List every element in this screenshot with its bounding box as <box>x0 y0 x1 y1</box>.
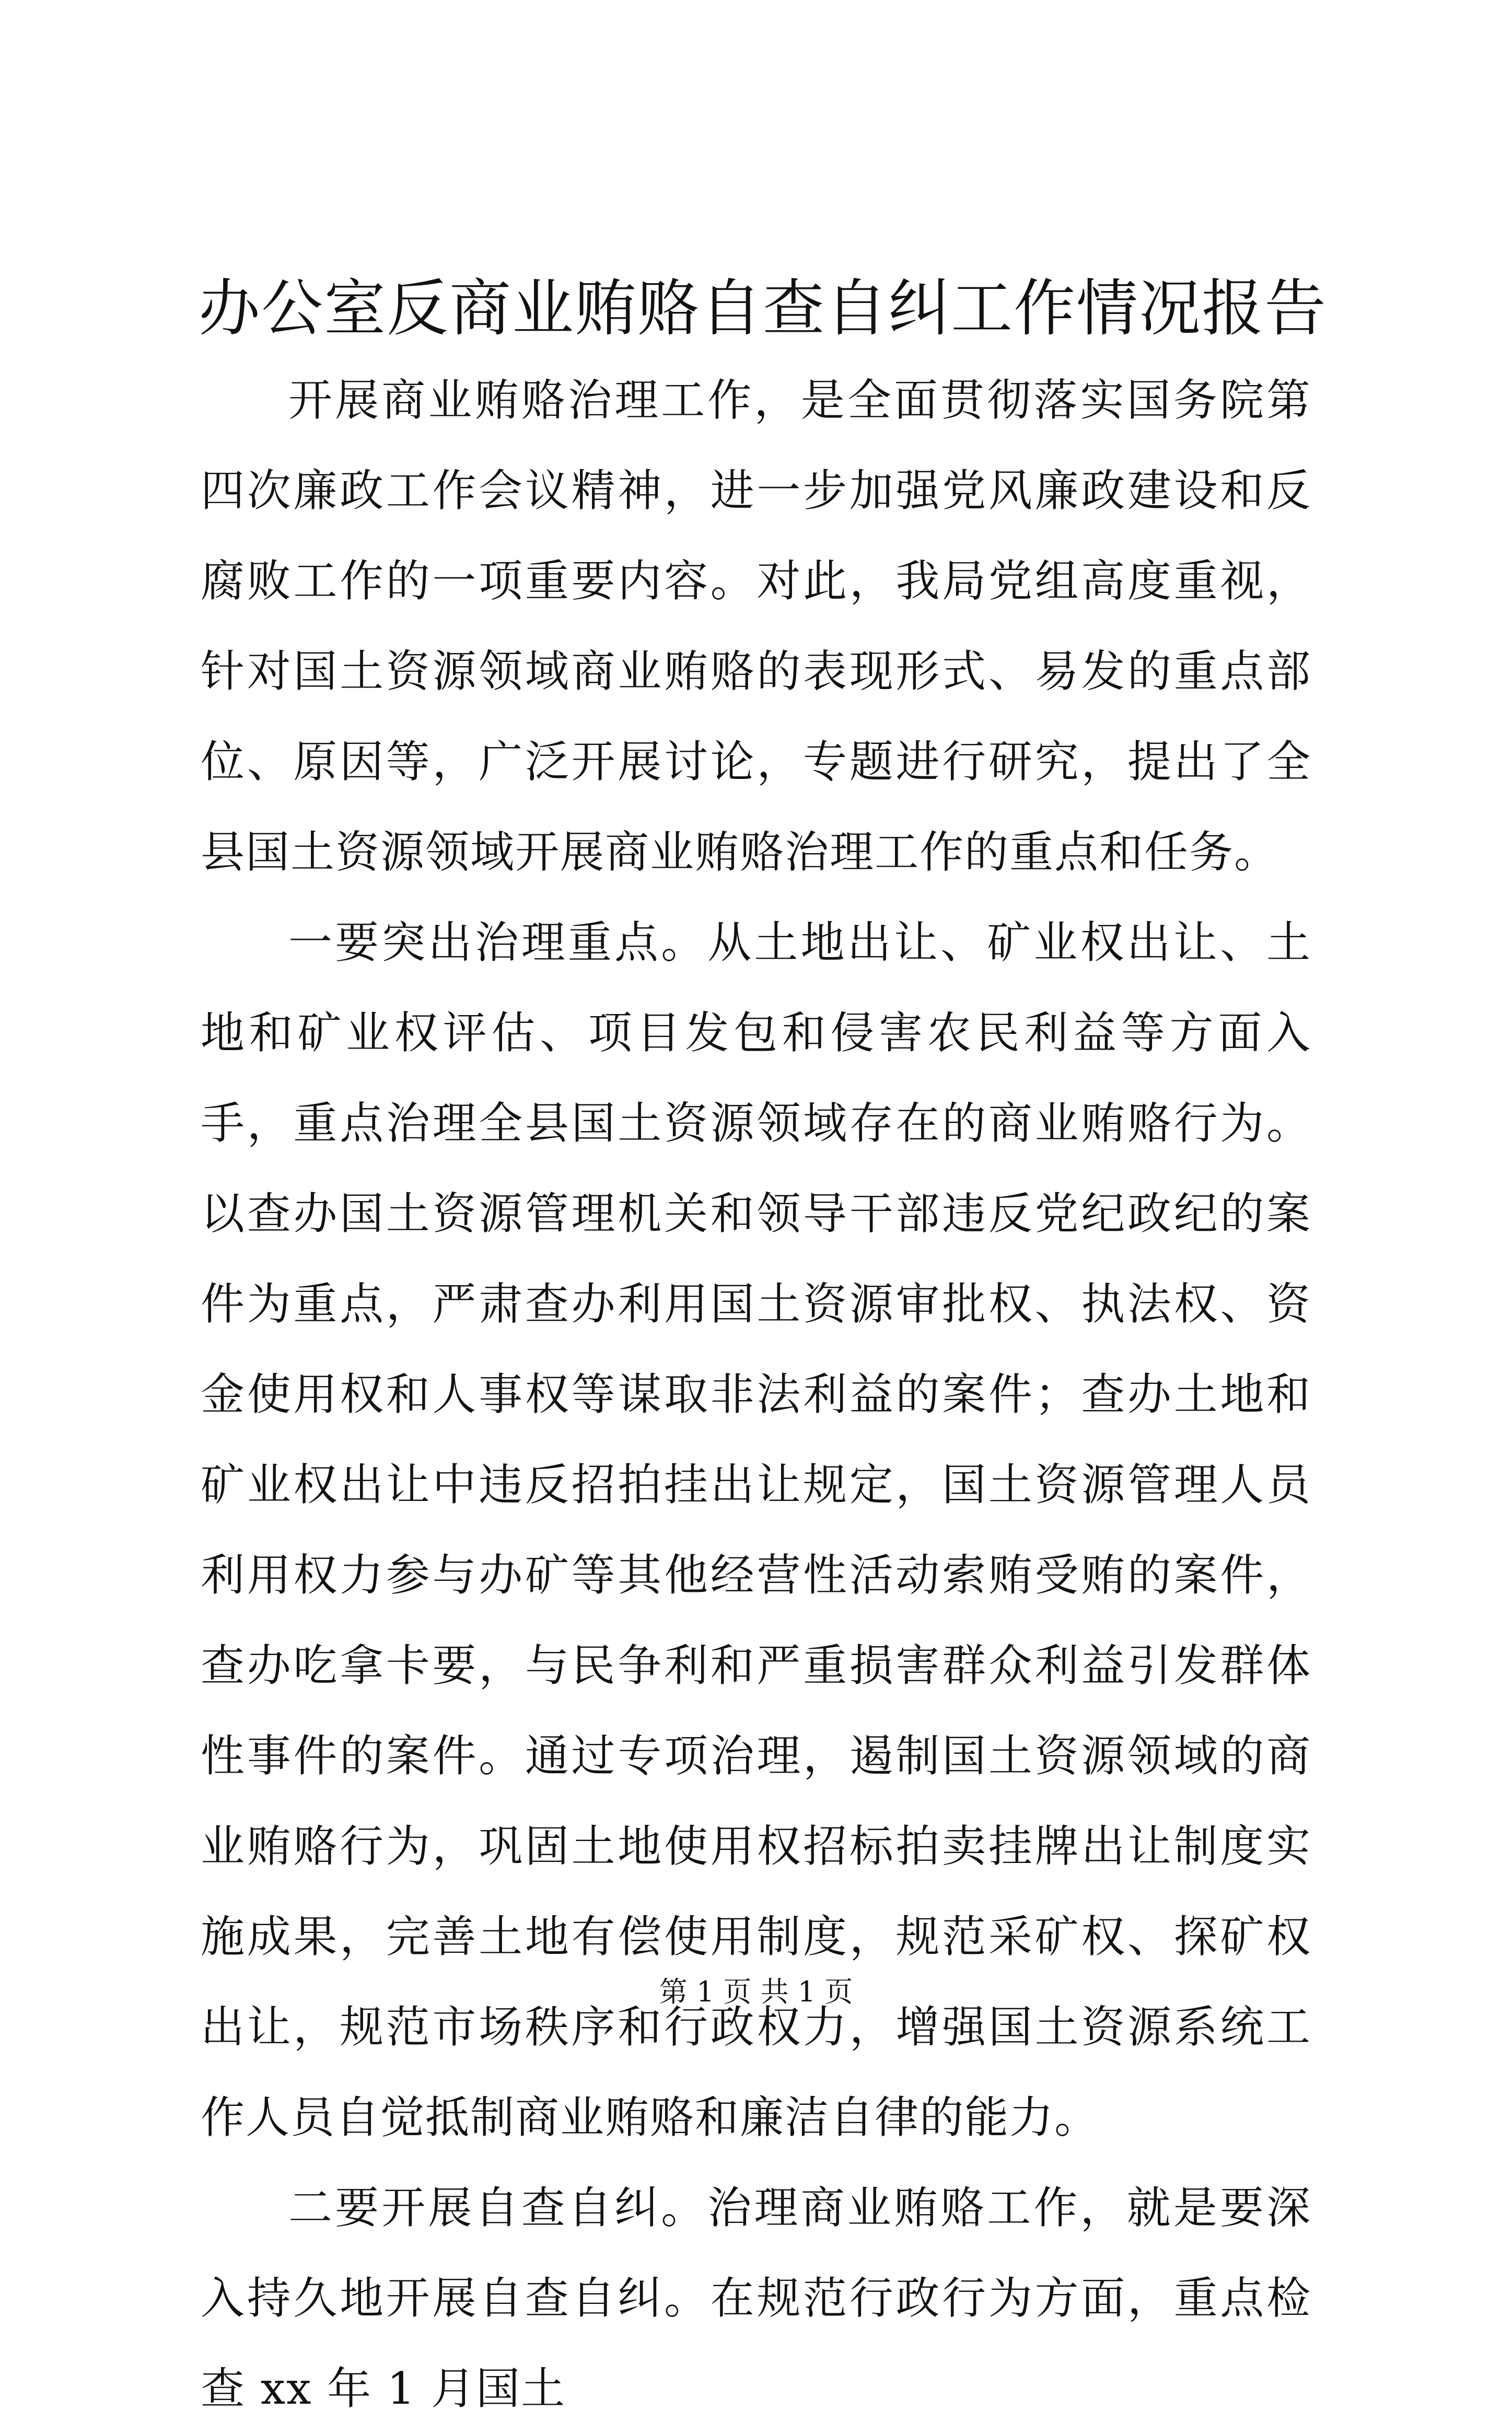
paragraph-focus: 一要突出治理重点。从土地出让、矿业权出让、土地和矿业权评估、项目发包和侵害农民利益等方面入手，重点治理全县国土资源领域存在的商业贿赂行为。以查办国土资源管理机关和领导干部违反党纪政纪的案件为重点，严肃查办利用国土资源审批权、执法权、资金使用权和人事权等谋取非法利益的案件；查办土地和矿业权出让中违反招拍挂出让规定，国土资源管理人员利用权力参与办矿等其他经营性活动索贿受贿的案件，查办吃拿卡要，与民争利和严重损害群众利益引发群体性事件的案件。通过专项治理，遏制国土资源领域的商业贿赂行为，巩固土地使用权招标拍卖挂牌出让制度实施成果，完善土地有偿使用制度，规范采矿权、探矿权出让，规范市场秩序和行政权力，增强国土资源系统工作人员自觉抵制商业贿赂和廉洁自律的能力。 <box>201 917 1311 2143</box>
paragraph-intro: 开展商业贿赂治理工作，是全面贯彻落实国务院第四次廉政工作会议精神，进一步加强党风廉政建设和反腐败工作的一项重要内容。对此，我局党组高度重视，针对国土资源领域商业贿赂的表现形式、易发的重点部位、原因等，广泛开展讨论，专题进行研究，提出了全县国土资源领域开展商业贿赂治理工作的重点和任务。 <box>201 375 1311 878</box>
page-number-footer: 第 1 页 共 1 页 <box>659 1975 853 2008</box>
document-title: 办公室反商业贿赂自查自纠工作情况报告 <box>199 272 1328 344</box>
document-body <box>201 355 1311 2434</box>
paragraph-self-inspection: 二要开展自查自纠。治理商业贿赂工作，就是要深入持久地开展自查自纠。在规范行政行为方面，重点检查 xx 年 1 月国土 <box>201 2182 1311 2414</box>
